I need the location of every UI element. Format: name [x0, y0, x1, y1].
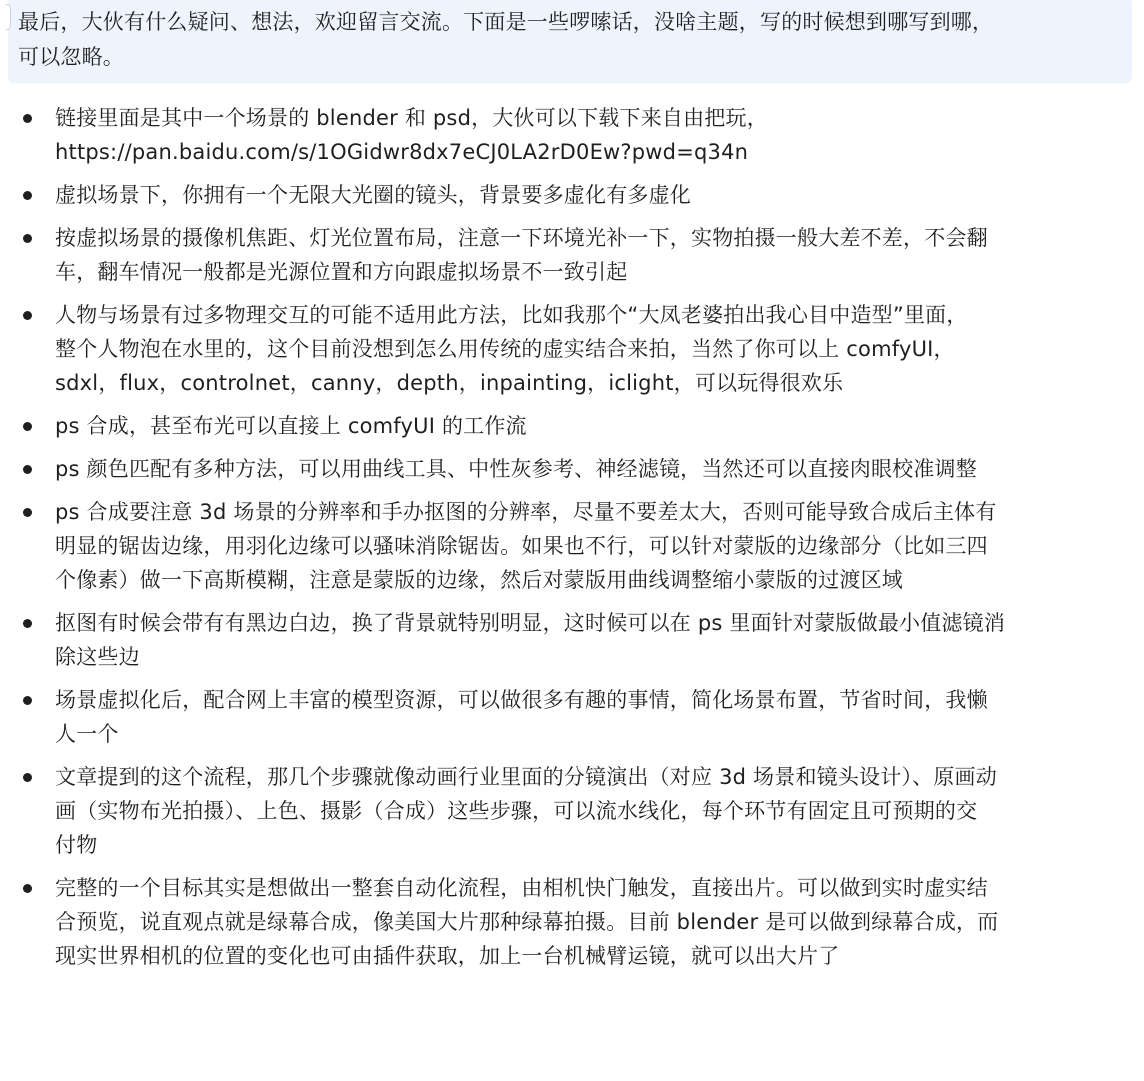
list-item: [0, 495, 1144, 597]
list-item-line: 画（实物布光拍摄）、上色、摄影（合成）这些步骤，可以流水线化，每个环节有固定且可预期的交: [55, 799, 978, 823]
intro-line: 可以忽略。: [18, 45, 124, 69]
intro-text: [18, 5, 1132, 75]
intro-callout: [8, 0, 1132, 83]
list-item: [0, 683, 1144, 751]
list-item-link[interactable]: https://pan.baidu.com/s/1OGidwr8dx7eCJ0LA2rD0Ew?pwd=q34n: [55, 140, 749, 164]
list-item: [0, 298, 1144, 400]
list-item: [0, 221, 1144, 289]
list-item-line: 整个人物泡在水里的，这个目前没想到怎么用传统的虚实结合来拍，当然了你可以上 comfyUI，: [55, 337, 955, 361]
bullet-icon: [23, 114, 32, 123]
list-item-line: 文章提到的这个流程，那几个步骤就像动画行业里面的分镜演出（对应 3d 场景和镜头设计）、原画动: [55, 765, 997, 789]
list-item: [0, 871, 1144, 973]
list-item: [0, 101, 1144, 169]
list-item-line: 链接里面是其中一个场景的 blender 和 psd，大伙可以下载下来自由把玩，: [55, 106, 768, 130]
bullet-icon: [23, 619, 32, 628]
callout-accent-bar: [6, 4, 11, 30]
list-item-line: 人一个: [55, 722, 119, 746]
list-item-line: 人物与场景有过多物理交互的可能不适用此方法，比如我那个“大凤老婆拍出我心目中造型”里面，: [55, 303, 968, 327]
bullet-icon: [23, 508, 32, 517]
list-item-line: ps 合成要注意 3d 场景的分辨率和手办抠图的分辨率，尽量不要差太大，否则可能导致合成后主体有: [55, 500, 997, 524]
list-item-line: 明显的锯齿边缘，用羽化边缘可以骚味消除锯齿。如果也不行，可以针对蒙版的边缘部分（比如三四: [55, 534, 988, 558]
bullet-icon: [23, 884, 32, 893]
list-item-line: 按虚拟场景的摄像机焦距、灯光位置布局，注意一下环境光补一下，实物拍摄一般大差不差，不会翻: [55, 226, 988, 250]
list-item: [0, 606, 1144, 674]
list-item-line: 虚拟场景下，你拥有一个无限大光圈的镜头，背景要多虚化有多虚化: [55, 183, 691, 207]
list-item: [0, 178, 1144, 212]
bullet-icon: [23, 311, 32, 320]
list-item-line: 除这些边: [55, 645, 140, 669]
list-item-line: 个像素）做一下高斯模糊，注意是蒙版的边缘，然后对蒙版用曲线调整缩小蒙版的过渡区域: [55, 568, 903, 592]
list-item-line: 付物: [55, 833, 98, 857]
bullet-icon: [23, 696, 32, 705]
list-item-line: ps 合成，甚至布光可以直接上 comfyUI 的工作流: [55, 414, 527, 438]
list-item: [0, 409, 1144, 443]
bullet-icon: [23, 422, 32, 431]
list-item-line: sdxl，flux，controlnet，canny，depth，inpainting，iclight，可以玩得很欢乐: [55, 371, 844, 395]
list-item-line: 抠图有时候会带有有黑边白边，换了背景就特别明显，这时候可以在 ps 里面针对蒙版做最小值滤镜消: [55, 611, 1006, 635]
bullet-icon: [23, 234, 32, 243]
list-item-line: 场景虚拟化后，配合网上丰富的模型资源，可以做很多有趣的事情，简化场景布置，节省时间，我懒: [55, 688, 988, 712]
list-item-line: ps 颜色匹配有多种方法，可以用曲线工具、中性灰参考、神经滤镜，当然还可以直接肉眼校准调整: [55, 457, 977, 481]
bullet-icon: [23, 465, 32, 474]
list-item-line: 现实世界相机的位置的变化也可由插件获取，加上一台机械臂运镜，就可以出大片了: [55, 944, 840, 968]
intro-line: 最后，大伙有什么疑问、想法，欢迎留言交流。下面是一些啰嗦话，没啥主题，写的时候想到哪写到哪，: [18, 10, 994, 34]
notes-list: [0, 101, 1144, 973]
bullet-icon: [23, 773, 32, 782]
list-item-line: 合预览，说直观点就是绿幕合成，像美国大片那种绿幕拍摄。目前 blender 是可以做到绿幕合成，而: [55, 910, 999, 934]
list-item: [0, 452, 1144, 486]
list-item-line: 车，翻车情况一般都是光源位置和方向跟虚拟场景不一致引起: [55, 260, 628, 284]
list-item-line: 完整的一个目标其实是想做出一整套自动化流程，由相机快门触发，直接出片。可以做到实时虚实结: [55, 876, 988, 900]
bullet-icon: [23, 191, 32, 200]
list-item: [0, 760, 1144, 862]
